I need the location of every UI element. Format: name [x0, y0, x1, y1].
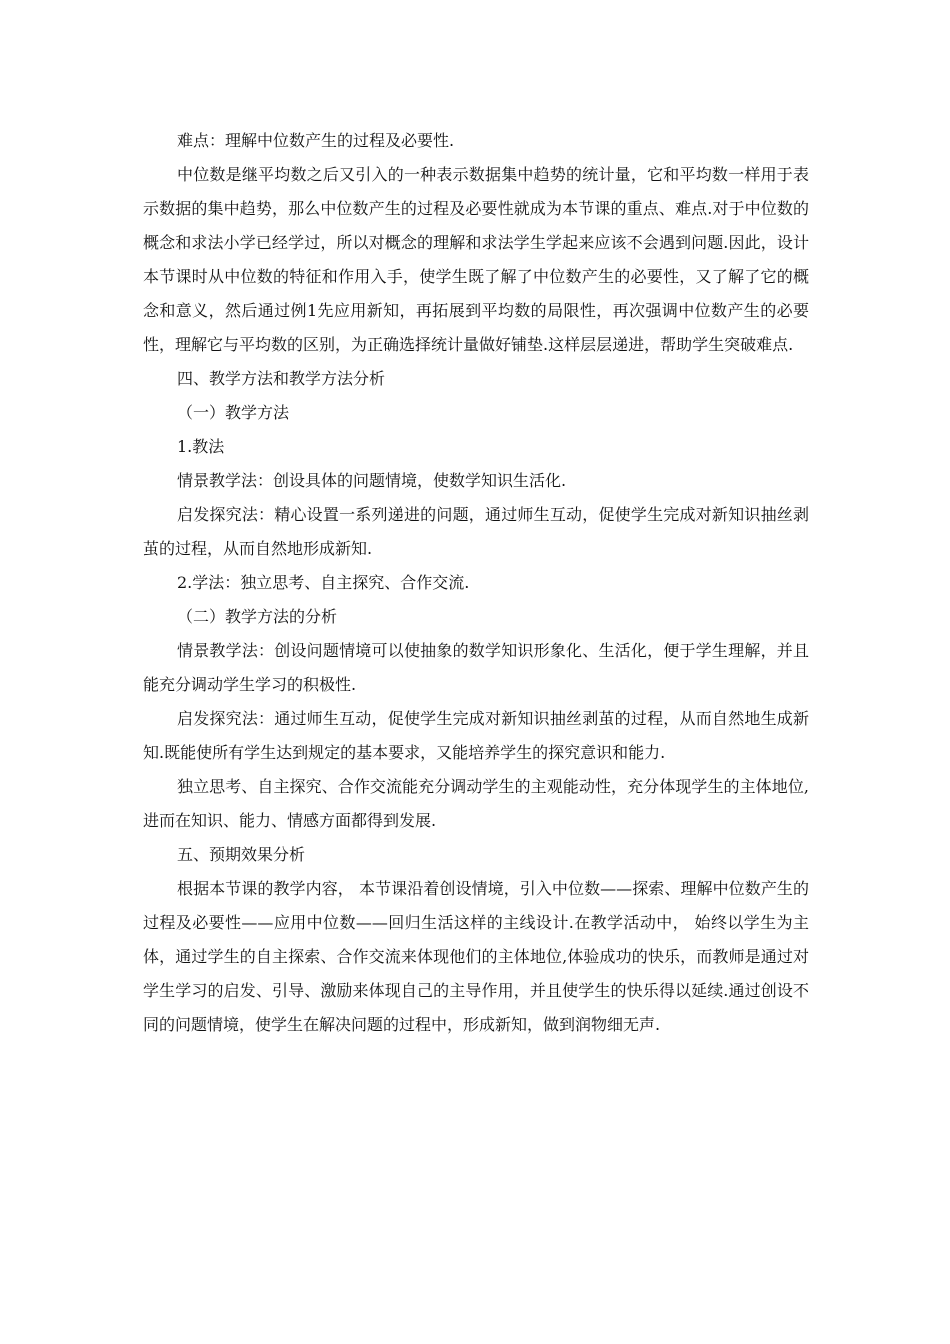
- paragraph-situational-analysis: 情景教学法：创设问题情境可以使抽象的数学知识形象化、生活化，便于学生理解，并且能充分调动学生学习的积极性.: [143, 641, 809, 694]
- paragraph-difficulty: 难点：理解中位数产生的过程及必要性.: [177, 131, 455, 150]
- paragraph-heuristic-inquiry: 启发探究法：精心设置一系列递进的问题，通过师生互动，促使学生完成对新知识抽丝剥茧的过程，从而自然地形成新知.: [143, 505, 809, 558]
- heading-section-five: 五、预期效果分析: [177, 845, 306, 864]
- heading-method-analysis: （二）教学方法的分析: [177, 607, 338, 626]
- paragraph-median-rationale: 中位数是继平均数之后又引入的一种表示数据集中趋势的统计量，它和平均数一样用于表示数据的集中趋势，那么中位数产生的过程及必要性就成为本节课的重点、难点.对于中位数的概念和求法小学已经学过，所以对概念的理解和求法学生学起来应该不会遇到问题.因此，设计本节课时从中位数的特征和作用入手，使学生既了解了中位数产生的必要性，又了解了它的概念和意义，然后通过例1先应用新知，再拓展到平均数的局限性，再次强调中位数产生的必要性，理解它与平均数的区别，为正确选择统计量做好铺垫.这样层层递进，帮助学生突破难点.: [143, 165, 809, 354]
- heading-teaching-methods: （一）教学方法: [177, 403, 290, 422]
- paragraph-situational-teaching: 情景教学法：创设具体的问题情境，使数学知识生活化.: [177, 471, 567, 490]
- paragraph-expected-effect: 根据本节课的教学内容， 本节课沿着创设情境，引入中位数——探索、理解中位数产生的过程及必要性——应用中位数——回归生活这样的主线设计.在教学活动中， 始终以学生为主体，通过学生的自主探索、合作交流来体现他们的主体地位,体验成功的快乐，而教师是通过对学生学习的启发、引导、激励来体现自己的主导作用，并且使学生的快乐得以延续.通过创设不同的问题情境，使学生在解决问题的过程中，形成新知，做到润物细无声.: [143, 879, 809, 1034]
- heading-teaching-approach: 1.教法: [177, 437, 225, 456]
- paragraph-learning-methods: 2.学法：独立思考、自主探究、合作交流.: [177, 573, 470, 592]
- paragraph-heuristic-analysis: 启发探究法：通过师生互动，促使学生完成对新知识抽丝剥茧的过程，从而自然地生成新知.既能使所有学生达到规定的基本要求，又能培养学生的探究意识和能力.: [143, 709, 809, 762]
- document-body: [143, 124, 809, 1042]
- paragraph-independent-thinking: 独立思考、自主探究、合作交流能充分调动学生的主观能动性，充分体现学生的主体地位,进而在知识、能力、情感方面都得到发展.: [143, 777, 809, 830]
- heading-section-four: 四、教学方法和教学方法分析: [177, 369, 386, 388]
